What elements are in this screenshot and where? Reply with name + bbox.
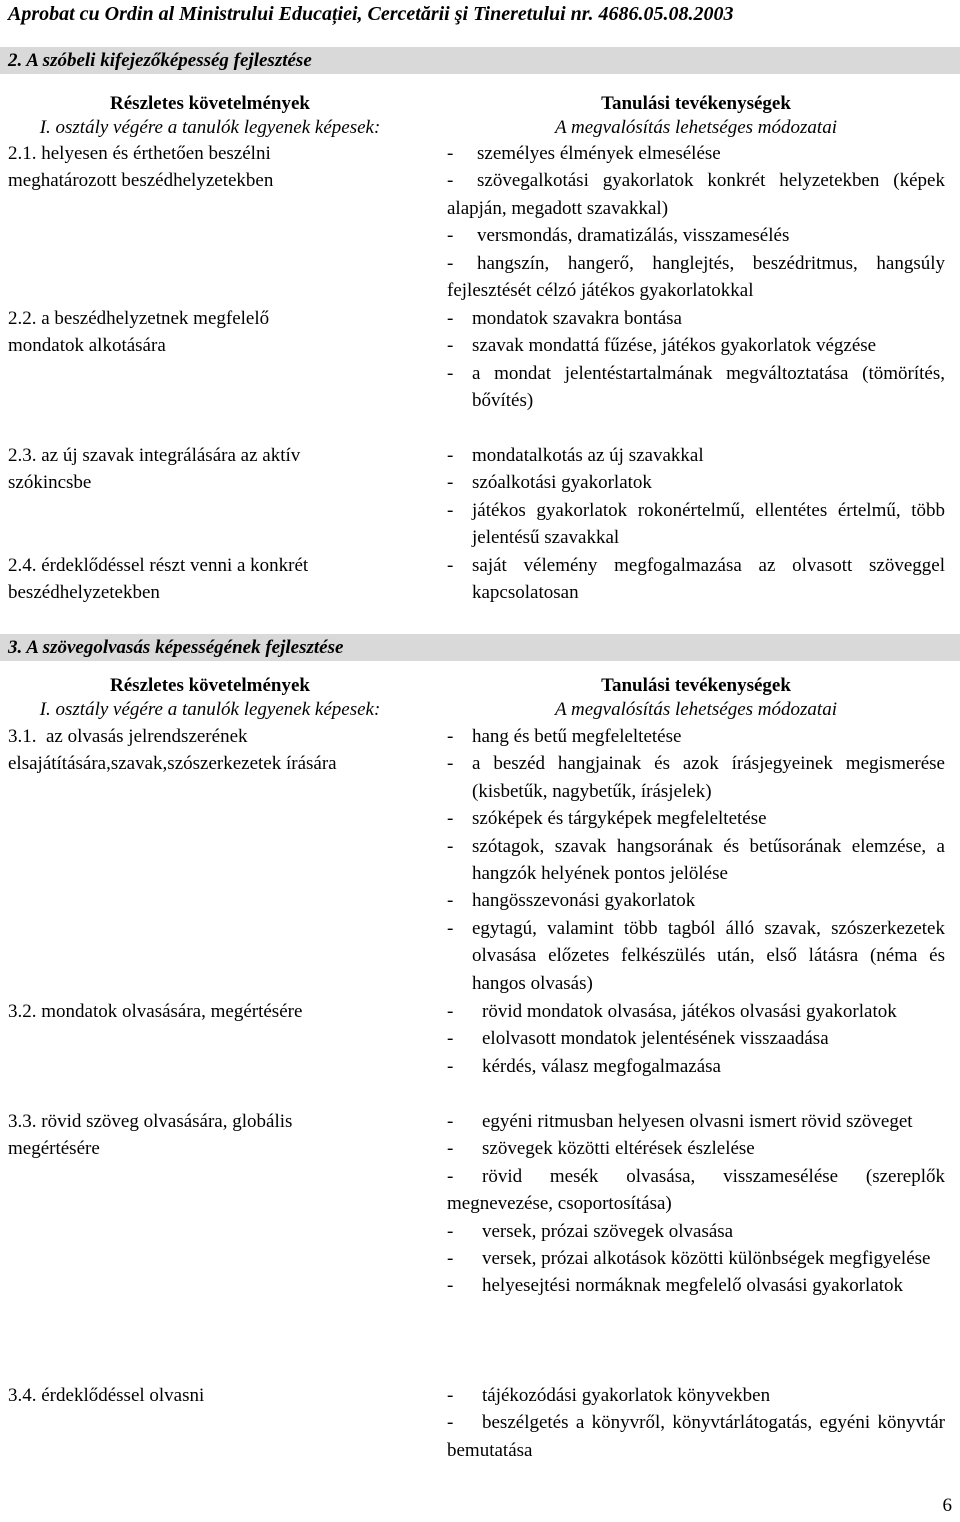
activity-item: - szótagok, szavak hangsorának és betűsorának elemzése, a hangzók helyének pontos jelölése — [447, 833, 945, 888]
activity-item: - a beszéd hangjainak és azok írásjegyeinek megismerése (kisbetűk, nagybetűk, írásjelek) — [447, 750, 945, 805]
requirement-3-3: 3.3. rövid szöveg olvasására, globális megértésére — [8, 1111, 293, 1160]
section-2-right-header — [447, 92, 945, 140]
dash: - — [447, 726, 454, 747]
dash: - — [447, 362, 454, 384]
activities-heading: Tanulási tevékenységek — [601, 675, 791, 696]
section-3-title-bar — [394, 634, 960, 661]
section-3-left-header — [10, 674, 410, 722]
section-2-left-header — [10, 92, 410, 140]
approval-header: Aprobat cu Ordin al Ministrului Educației, Cercetării şi Tineretului nr. 4686.05.08.2003 — [8, 3, 734, 25]
activity-item: - beszélgetés a könyvről, könyvtárlátogatás, egyéni könyvtár bemutatása — [447, 1409, 945, 1464]
dash: - — [447, 555, 454, 576]
dash: - — [447, 1055, 454, 1077]
requirement-2-2: 2.2. a beszédhelyzetnek megfelelő mondatok alkotására — [8, 308, 270, 357]
dash: - — [447, 890, 454, 912]
requirement-2-3: 2.3. az új szavak integrálására az aktív szókincsbe — [8, 445, 301, 494]
activity-item: - rövid mondatok olvasása, játékos olvasási gyakorlatok — [447, 998, 945, 1025]
activity-item: - egyéni ritmusban helyesen olvasni ismert rövid szöveget — [447, 1108, 945, 1135]
section-2-title: 2. A szóbeli kifejezőképesség fejlesztése — [0, 47, 960, 74]
activities-3-3 — [447, 1108, 945, 1300]
activities-2-3 — [447, 442, 945, 552]
dash: - — [447, 1220, 454, 1242]
dash: - — [447, 472, 454, 494]
dash: - — [447, 225, 454, 247]
requirement-2-4: 2.4. érdeklődéssel részt venni a konkrét beszédhelyzetekben — [8, 555, 309, 604]
activity-item: - szavak mondattá fűzése, játékos gyakorlatok végzése — [447, 332, 945, 359]
activity-item: - saját vélemény megfogalmazása az olvasott szöveggel kapcsolatosan — [447, 552, 945, 607]
activity-item: - a mondat jelentéstartalmának megváltoztatása (tömörítés, bővítés) — [447, 360, 945, 415]
dash: - — [447, 808, 454, 830]
activity-item: - tájékozódási gyakorlatok könyvekben — [447, 1382, 945, 1409]
page-number: 6 — [942, 1495, 952, 1516]
activity-item: - helyesejtési normáknak megfelelő olvasási gyakorlatok — [447, 1272, 945, 1299]
activities-heading: Tanulási tevékenységek — [601, 93, 791, 114]
activity-item: - mondatalkotás az új szavakkal — [447, 442, 945, 469]
activities-subheading: A megvalósítás lehetséges módozatai — [555, 699, 837, 720]
activity-item: - kérdés, válasz megfogalmazása — [447, 1053, 945, 1080]
dash: - — [447, 445, 454, 466]
requirement-2-1: 2.1. helyesen és érthetően beszélni meghatározott beszédhelyzetekben — [8, 143, 274, 192]
activity-item: - személyes élmények elmesélése — [447, 140, 945, 167]
requirement-3-2: 3.2. mondatok olvasására, megértésére — [8, 1001, 303, 1022]
dash: - — [447, 252, 454, 274]
requirements-subheading: I. osztály végére a tanulók legyenek képesek: — [39, 117, 381, 138]
activity-item: - versek, prózai alkotások közötti különbségek megfigyelése — [447, 1245, 945, 1272]
activities-2-2 — [447, 305, 945, 415]
requirement-3-4: 3.4. érdeklődéssel olvasni — [8, 1385, 205, 1406]
activities-2-1 — [447, 140, 945, 304]
activities-3-1 — [447, 723, 945, 997]
activity-item: - versmondás, dramatizálás, visszamesélés — [447, 222, 945, 249]
activity-item: - szóalkotási gyakorlatok — [447, 469, 945, 496]
dash: - — [447, 753, 454, 775]
activity-item: - szövegek közötti eltérések észlelése — [447, 1135, 945, 1162]
dash: - — [447, 308, 454, 329]
activity-item: - versek, prózai szövegek olvasása — [447, 1218, 945, 1245]
requirement-3-1 — [8, 723, 438, 778]
requirements-heading: Részletes követelmények — [110, 675, 310, 696]
dash: - — [447, 1248, 454, 1270]
activities-subheading: A megvalósítás lehetséges módozatai — [555, 117, 837, 138]
dash: - — [447, 1138, 454, 1160]
dash: - — [447, 1412, 454, 1434]
activities-2-4 — [447, 552, 945, 607]
activity-item: - elolvasott mondatok jelentésének visszaadása — [447, 1025, 945, 1052]
activity-item: - egytagú, valamint több tagból álló szavak, szószerkezetek olvasása előzetes felkészülés után, első látásra (néma és hangos olvasás) — [447, 915, 945, 997]
dash: - — [447, 835, 454, 857]
dash: - — [447, 917, 454, 939]
activity-item: - hangösszevonási gyakorlatok — [447, 887, 945, 914]
section-3-title: 3. A szövegolvasás képességének fejlesztése — [0, 634, 394, 661]
activities-3-4 — [447, 1382, 945, 1464]
dash: - — [447, 1111, 454, 1132]
dash: - — [447, 170, 454, 192]
dash: - — [447, 499, 454, 521]
dash: - — [447, 1001, 454, 1022]
requirements-subheading: I. osztály végére a tanulók legyenek képesek: — [39, 699, 381, 720]
dash: - — [447, 1275, 454, 1297]
activity-item: - rövid mesék olvasása, visszamesélése (szereplők megnevezése, csoportosítása) — [447, 1163, 945, 1218]
section-3-right-header — [447, 674, 945, 722]
dash: - — [447, 335, 454, 357]
dash: - — [447, 143, 454, 164]
activity-item: - szóképek és tárgyképek megfeleltetése — [447, 805, 945, 832]
dash: - — [447, 1385, 454, 1406]
activity-item: - szövegalkotási gyakorlatok konkrét helyzetekben (képek alapján, megadott szavakkal) — [447, 167, 945, 222]
activity-item: - mondatok szavakra bontása — [447, 305, 945, 332]
dash: - — [447, 1165, 454, 1187]
activity-item: - játékos gyakorlatok rokonértelmű, ellentétes értelmű, több jelentésű szavakkal — [447, 497, 945, 552]
dash: - — [447, 1028, 454, 1050]
activity-item: - hang és betű megfeleltetése — [447, 723, 945, 750]
requirements-heading: Részletes követelmények — [110, 93, 310, 114]
requirement-line: 3.1. az olvasás jelrendszerének — [8, 726, 248, 747]
activity-item: - hangszín, hangerő, hanglejtés, beszédritmus, hangsúly fejlesztését célzó játékos gyakorlatokkal — [447, 250, 945, 305]
activities-3-2 — [447, 998, 945, 1080]
requirement-line: elsajátítására,szavak,szószerkezetek írására — [8, 753, 337, 775]
